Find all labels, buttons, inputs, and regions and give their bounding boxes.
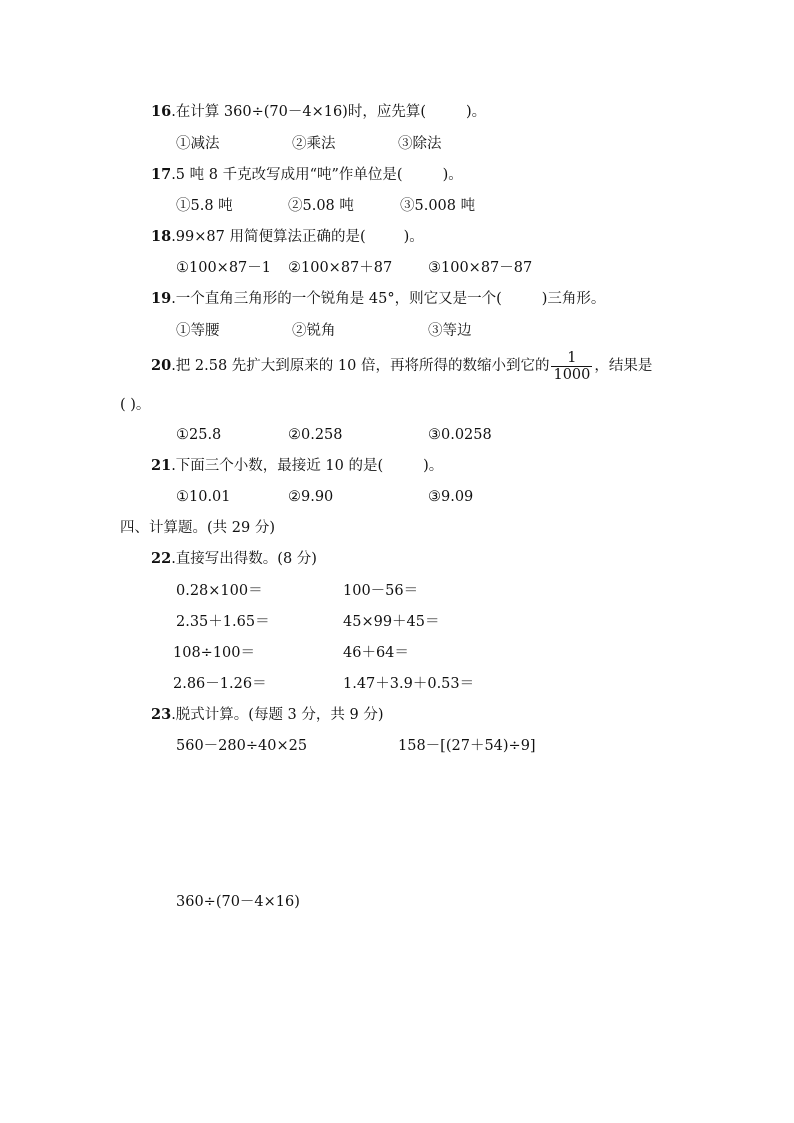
question-number: 17 [151, 166, 172, 183]
question-23-title [151, 705, 384, 725]
question-number: 18 [151, 228, 172, 245]
question-number: 21 [151, 457, 172, 474]
question-text: .99×87 用简便算法正确的是( [171, 229, 366, 245]
option[interactable]: ①100×87－1 [176, 260, 272, 276]
option[interactable]: ③100×87－87 [428, 260, 533, 276]
question-18-stem [151, 227, 424, 247]
question-number: 16 [151, 103, 172, 120]
fraction-numerator: 1 [551, 350, 592, 367]
option[interactable]: ③9.09 [428, 489, 474, 505]
option[interactable]: ②9.90 [288, 489, 334, 505]
option[interactable]: ②5.08 吨 [288, 198, 354, 214]
question-text-end: )。 [465, 104, 487, 120]
question-text: .把 2.58 先扩大到原来的 10 倍，再将所得的数缩小到它的 [171, 358, 550, 374]
calc-item[interactable]: 158－[(27＋54)÷9] [398, 738, 536, 754]
calc-item[interactable]: 360÷(70－4×16) [176, 894, 300, 910]
question-text: .5 吨 8 千克改写成用“吨”作单位是( [171, 167, 403, 183]
section-title: 四、计算题。(共 29 分) [120, 520, 275, 536]
calc-item[interactable]: 2.35＋1.65＝ [176, 614, 270, 630]
question-number: 23 [151, 706, 172, 723]
option[interactable]: ②锐角 [292, 323, 336, 339]
question-17-stem [151, 165, 463, 185]
option[interactable]: ①等腰 [176, 323, 220, 339]
option[interactable]: ②乘法 [292, 136, 336, 152]
question-text-end: )。 [423, 458, 444, 474]
option[interactable]: ②0.258 [288, 427, 343, 443]
question-text-end: ，结果是 [594, 358, 653, 374]
question-number: 19 [151, 290, 172, 307]
calc-item[interactable]: 100－56＝ [343, 583, 419, 599]
question-21-stem [151, 456, 443, 476]
question-22-title [151, 549, 317, 569]
option[interactable]: ③0.0258 [428, 427, 492, 443]
option[interactable]: ①减法 [176, 136, 220, 152]
question-text: .在计算 360÷(70－4×16)时，应先算( [171, 104, 426, 120]
calc-item[interactable]: 45×99＋45＝ [343, 614, 440, 630]
calc-item[interactable]: 560－280÷40×25 [176, 738, 308, 754]
question-text: .脱式计算。(每题 3 分，共 9 分) [171, 707, 384, 723]
question-20-stem [151, 348, 652, 384]
calc-item[interactable]: 1.47＋3.9＋0.53＝ [343, 676, 475, 692]
calc-item[interactable]: 46＋64＝ [343, 645, 409, 661]
question-text-end: )。 [403, 229, 424, 245]
question-text: .直接写出得数。(8 分) [171, 551, 317, 567]
question-number: 22 [151, 550, 172, 567]
question-20-answer-line[interactable]: ( )。 [120, 397, 151, 413]
option[interactable]: ①25.8 [176, 427, 222, 443]
question-text-end: )三角形。 [541, 291, 606, 307]
fraction [551, 350, 592, 383]
question-text-end: )。 [442, 167, 463, 183]
option[interactable]: ①10.01 [176, 489, 231, 505]
question-19-stem [151, 289, 605, 309]
option[interactable]: ③等边 [428, 323, 472, 339]
calc-item[interactable]: 0.28×100＝ [176, 583, 263, 599]
question-16-stem [151, 102, 486, 122]
option[interactable]: ①5.8 吨 [176, 198, 233, 214]
question-text: .一个直角三角形的一个锐角是 45°，则它又是一个( [171, 291, 502, 307]
question-text: .下面三个小数，最接近 10 的是( [171, 458, 384, 474]
option[interactable]: ③除法 [398, 136, 442, 152]
option[interactable]: ③5.008 吨 [400, 198, 476, 214]
fraction-denominator: 1000 [553, 366, 591, 383]
calc-item[interactable]: 2.86－1.26＝ [173, 676, 267, 692]
question-number: 20 [151, 357, 172, 374]
calc-item[interactable]: 108÷100＝ [173, 645, 256, 661]
option[interactable]: ②100×87＋87 [288, 260, 393, 276]
